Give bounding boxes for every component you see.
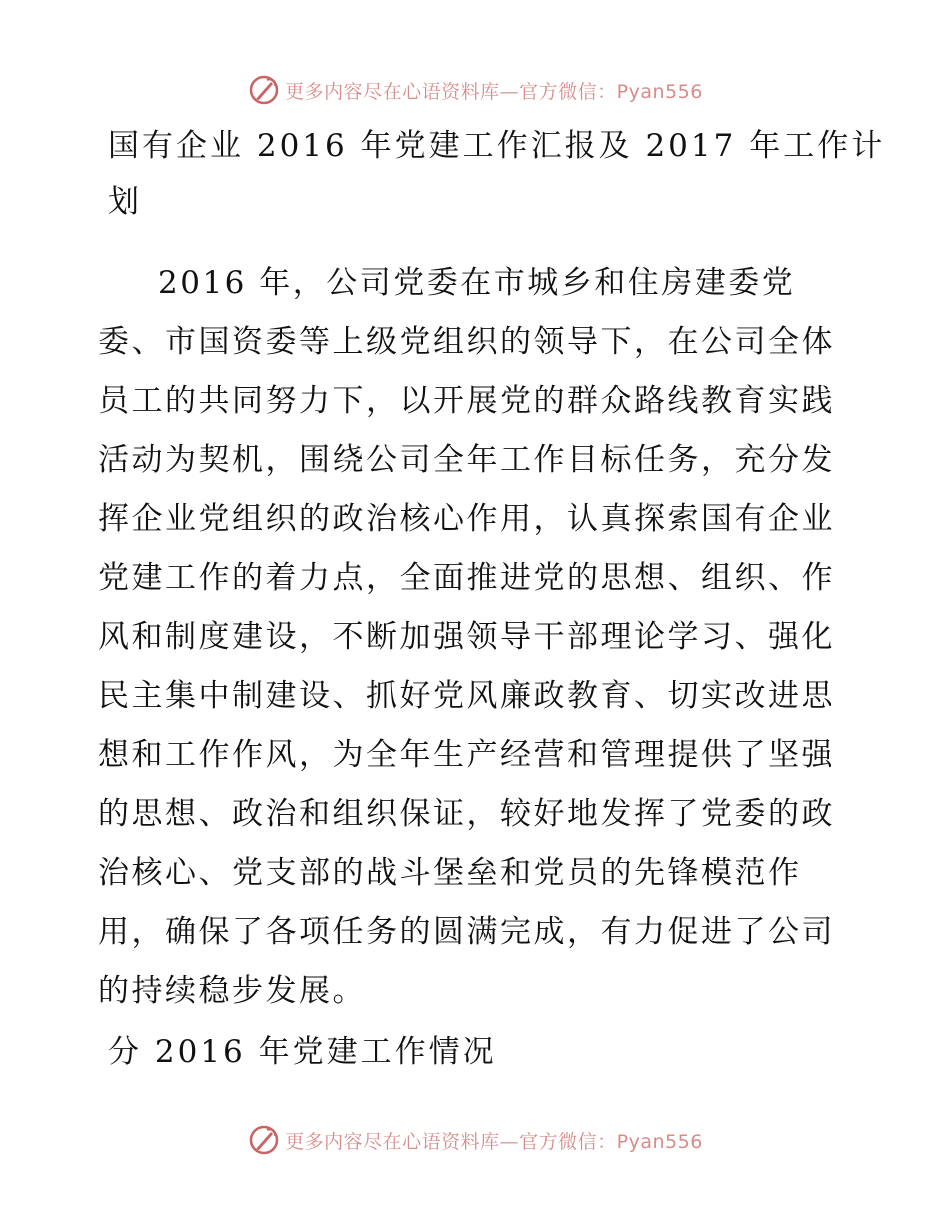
paragraph-line: 党建工作的着力点，全面推进党的思想、组织、作 xyxy=(98,560,835,596)
banner-title: 更多内容尽在心语资料库 xyxy=(285,80,500,103)
banner-text xyxy=(285,77,703,104)
paragraph-line: 活动为契机，围绕公司全年工作目标任务，充分发 xyxy=(98,442,835,478)
banner-dash: — xyxy=(499,1130,520,1153)
banner-contact: 官方微信：Pyan556 xyxy=(519,1130,703,1153)
paragraph-line: 风和制度建设，不断加强领导干部理论学习、强化 xyxy=(98,619,835,655)
paragraph-line: 的持续稳步发展。 xyxy=(98,973,366,1009)
quill-logo-icon xyxy=(247,1123,281,1157)
body-paragraph xyxy=(98,254,858,1021)
title-line: 划 xyxy=(108,184,142,220)
header-banner xyxy=(0,70,950,110)
paragraph-line: 用，确保了各项任务的圆满完成，有力促进了公司 xyxy=(98,914,835,950)
paragraph-line: 委、市国资委等上级党组织的领导下，在公司全体 xyxy=(98,324,835,360)
paragraph-line: 想和工作作风，为全年生产经营和管理提供了坚强 xyxy=(98,737,835,773)
document-title xyxy=(108,118,886,230)
banner-text xyxy=(285,1127,703,1154)
paragraph-line: 的思想、政治和组织保证，较好地发挥了党委的政 xyxy=(98,796,835,832)
title-line: 国有企业 2016 年党建工作汇报及 2017 年工作计 xyxy=(108,128,886,164)
banner-dash: — xyxy=(499,80,520,103)
footer-banner xyxy=(0,1120,950,1160)
quill-logo-icon xyxy=(247,73,281,107)
paragraph-line: 民主集中制建设、抓好党风廉政教育、切实改进思 xyxy=(98,678,835,714)
section-heading: 分 2016 年党建工作情况 xyxy=(108,1034,497,1070)
paragraph-line: 挥企业党组织的政治核心作用，认真探索国有企业 xyxy=(98,501,835,537)
paragraph-line: 员工的共同努力下，以开展党的群众路线教育实践 xyxy=(98,383,835,419)
paragraph-line: 2016 年，公司党委在市城乡和住房建委党 xyxy=(158,265,796,301)
banner-contact: 官方微信：Pyan556 xyxy=(519,80,703,103)
paragraph-line: 治核心、党支部的战斗堡垒和党员的先锋模范作 xyxy=(98,855,802,891)
banner-title: 更多内容尽在心语资料库 xyxy=(285,1130,500,1153)
